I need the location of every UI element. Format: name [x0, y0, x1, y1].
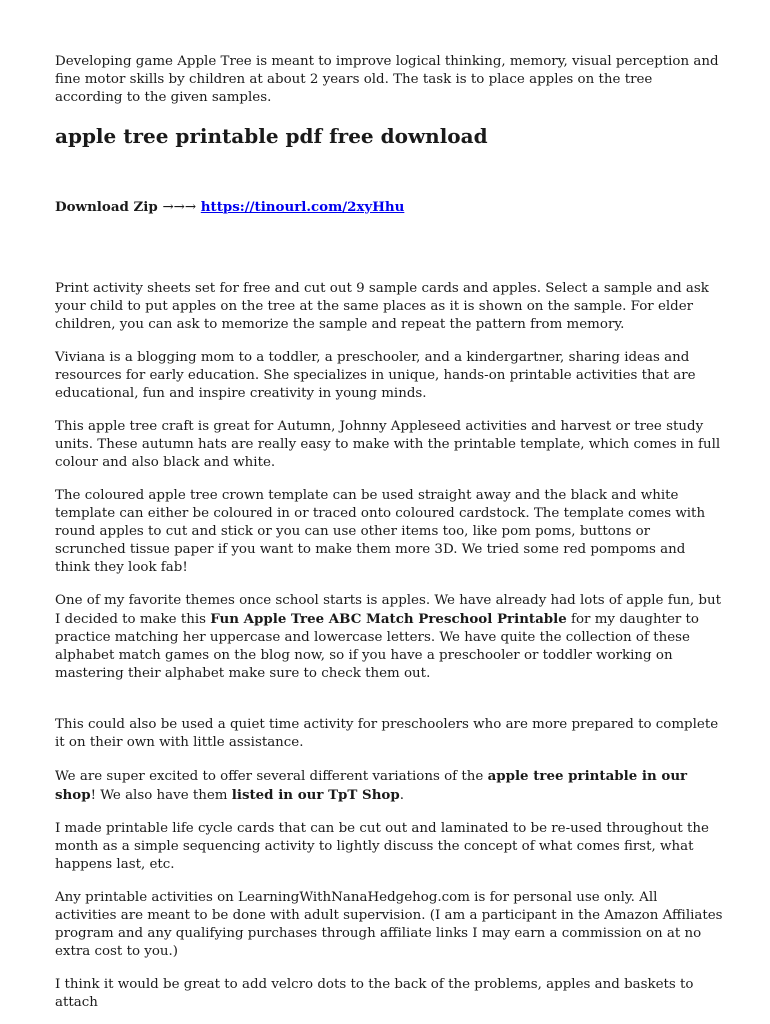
paragraph-6: This could also be used a quiet time activity for preschoolers who are more prepared to complete it on their own with little assistance.: [55, 717, 719, 750]
paragraph-2: Viviana is a blogging mom to a toddler, a preschooler, and a kindergartner, sharing ideas and resources for early education. She specializes in unique, hands-on printable activities that are educational, fun and inspire creativity in young minds.: [55, 350, 696, 401]
paragraph-7-mid: ! We also have them: [90, 788, 232, 803]
paragraph-5: [55, 592, 723, 683]
paragraph-7-post: .: [399, 788, 404, 803]
paragraph-7-bold-2: listed in our TpT Shop: [231, 787, 400, 803]
paragraph-7-bold: apple tree printable in our shop: [55, 768, 688, 803]
paragraph-5-bold: Fun Apple Tree ABC Match Preschool Printable: [210, 611, 567, 627]
arrow-glyphs: →→→: [162, 200, 197, 215]
paragraph-7-pre: We are super excited to offer several different variations of the: [55, 769, 488, 784]
download-label: Download Zip: [55, 199, 158, 215]
document-page: [55, 53, 723, 1012]
page-title: apple tree printable pdf free download: [55, 124, 488, 148]
paragraph-5-pre: One of my favorite themes once school starts is apples. We have already had lots of apple fun, but I decided to make this: [55, 593, 721, 627]
paragraph-4: The coloured apple tree crown template can be used straight away and the black and white template can either be coloured in or traced onto coloured cardstock. The template comes with round apples to cut and stick or you can use other items too, like pom poms, buttons or scrunched tissue paper if you want to make them more 3D. We tried some red pompoms and think they look fab!: [55, 488, 706, 575]
paragraph-9: Any printable activities on LearningWithNanaHedgehog.com is for personal use only. All activities are meant to be done with adult supervision. (I am a participant in the Amazon Affiliates program and any qualifying purchases through affiliate links I may earn a commission on at no extra cost to you.): [55, 890, 723, 959]
download-link[interactable]: https://tinourl.com/2xyHhu: [200, 199, 405, 215]
paragraph-7: [55, 767, 723, 805]
intro-paragraph: Developing game Apple Tree is meant to improve logical thinking, memory, visual perception and fine motor skills by children at about 2 years old. The task is to place apples on the tree according to the given samples.: [55, 54, 719, 105]
paragraph-5-post: for my daughter to practice matching her uppercase and lowercase letters. We have quite the collection of these alphabet match games on the blog now, so if you have a preschooler or toddler working on mastering their alphabet make sure to check them out.: [55, 612, 699, 681]
paragraph-1: Print activity sheets set for free and cut out 9 sample cards and apples. Select a sample and ask your child to put apples on the tree at the same places as it is shown on the sample. For elder children, you can ask to memorize the sample and repeat the pattern from memory.: [55, 281, 709, 332]
download-line: [55, 198, 723, 217]
paragraph-10: I think it would be great to add velcro dots to the back of the problems, apples and baskets to attach: [55, 977, 694, 1010]
paragraph-8: I made printable life cycle cards that can be cut out and laminated to be re-used throughout the month as a simple sequencing activity to lightly discuss the concept of what comes first, what happens last, etc.: [55, 821, 709, 872]
paragraph-3: This apple tree craft is great for Autumn, Johnny Appleseed activities and harvest or tree study units. These autumn hats are really easy to make with the printable template, which comes in full colour and also black and white.: [55, 419, 721, 470]
